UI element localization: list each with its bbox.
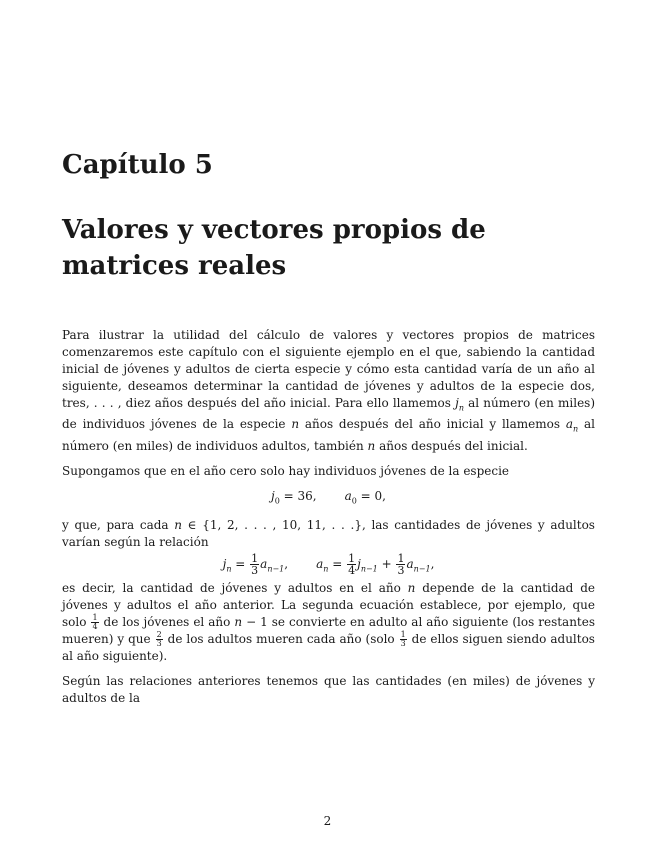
paragraph-intro: Para ilustrar la utilidad del cálculo de valores y vectores propios de matrices comenzaremos este capítulo con el siguiente ejemplo en el que, sabiendo la cantidad inicial de jóvenes y adultos de cierta especie y cómo esta cantidad varía de un año al siguiente, deseamos determinar la cantidad de jóvenes y adultos de la especie dos, tres, . . . , diez años después del año inicial. Para ello llamemos $j_n$ al número (en miles) de individuos jóvenes de la especie n años después del año inicial y llamemos $a_n$ al número (en miles) de individuos adultos, también n años después del inicial. — [62, 328, 596, 453]
chapter-title: Valores y vectores propios de matrices reales — [62, 215, 486, 281]
paragraph-relation: y que, para cada n ∈ {1, 2, . . . , 10, 11, . . .}, las cantidades de jóvenes y adultos varían según la relación — [62, 518, 595, 550]
equation-recurrence: $j_n$ = $\frac{1}{3}$ $a_{n-1}$, $a_n$ = $\frac{1}{4}$ $j_{n-1}$ + $\frac{1}{3}$ $a_{n-1}$, — [222, 552, 435, 578]
paragraph-explanation: es decir, la cantidad de jóvenes y adultos en el año n depende de la cantidad de jóvenes y adultos el año anterior. La segunda ecuación establece, por ejemplo, que solo $\frac{1}{4}$ de los jóvenes el año n − 1 se convierte en adulto al año siguiente (los restantes mueren) y que $\frac{2}{3}$ de los adultos mueren cada año (solo $\frac{1}{3}$ de ellos siguen siendo adultos al año siguiente). — [62, 580, 596, 663]
equation-initial: $j_0 = 36$, $a_0 = 0$, — [271, 488, 386, 506]
body-text — [62, 327, 595, 715]
chapter-label: Capítulo 5 — [62, 150, 213, 180]
page-number: 2 — [323, 814, 332, 828]
paragraph-initial: Supongamos que en el año cero solo hay individuos jóvenes de la especie — [62, 463, 510, 478]
paragraph-continuation: Según las relaciones anteriores tenemos que las cantidades (en miles) de jóvenes y adultos de la — [62, 673, 595, 705]
